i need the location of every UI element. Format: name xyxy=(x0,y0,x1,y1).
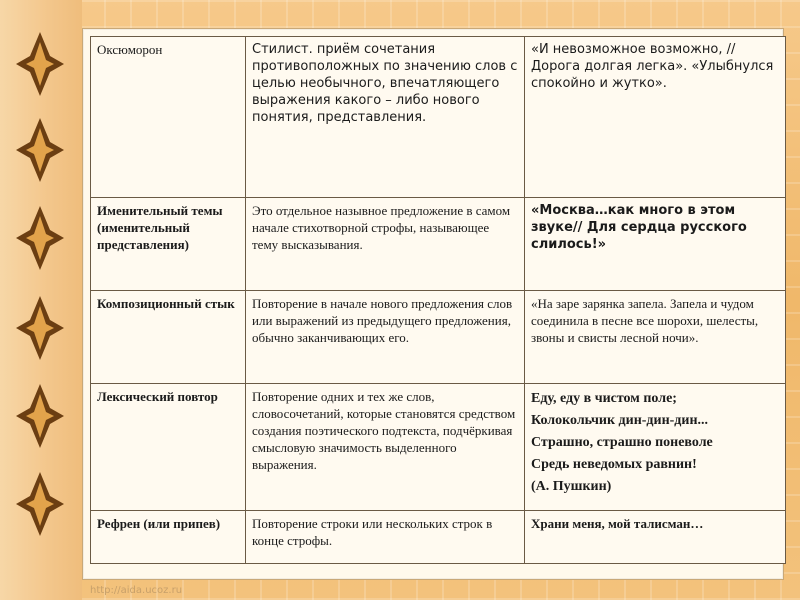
terms-table xyxy=(90,36,786,564)
definition-cell: Это отдельное назывное предложение в самом начале стихотворной строфы, называющее тему высказывания. xyxy=(246,198,525,291)
table-row xyxy=(91,198,786,291)
ornament-icon xyxy=(16,296,64,360)
table-row xyxy=(91,37,786,198)
table-row xyxy=(91,511,786,564)
ornament-icon xyxy=(16,472,64,536)
term-cell: Лексический повтор xyxy=(91,384,246,511)
ornament-icon xyxy=(16,206,64,270)
example-cell: Храни меня, мой талисман… xyxy=(525,511,786,564)
decorative-border xyxy=(0,0,82,600)
example-cell: «Москва…как много в этом звуке// Для сердца русского слилось!» xyxy=(525,198,786,291)
table-row xyxy=(91,291,786,384)
ornament-icon xyxy=(16,32,64,96)
poem-line: Средь неведомых равнин! xyxy=(531,457,697,472)
definition-cell: Повторение строки или нескольких строк в конце строфы. xyxy=(246,511,525,564)
example-cell: «На заре зарянка запела. Запела и чудом соединила в песне все шорохи, шелесты, звоны и свисты лесной ночи». xyxy=(525,291,786,384)
term-cell: Оксюморон xyxy=(91,37,246,198)
poem-author: (А. Пушкин) xyxy=(531,479,612,494)
table-row xyxy=(91,384,786,511)
poem-line: Еду, еду в чистом поле; xyxy=(531,391,677,406)
poem-line: Колокольчик дин-дин-дин... xyxy=(531,413,709,428)
term-cell: Рефрен (или припев) xyxy=(91,511,246,564)
ornament-icon xyxy=(16,118,64,182)
definition-cell: Стилист. приём сочетания противоположных по значению слов с целью необычного, впечатляющего выражения какого – либо нового понятия, представления. xyxy=(246,37,525,198)
term-cell: Композиционный стык xyxy=(91,291,246,384)
watermark: http://aida.ucoz.ru xyxy=(90,585,183,596)
poem-line: Страшно, страшно поневоле xyxy=(531,435,713,450)
example-cell: «И невозможное возможно, // Дорога долгая легка». «Улыбнулся спокойно и жутко». xyxy=(525,37,786,198)
definition-cell: Повторение одних и тех же слов, словосочетаний, которые становятся средством создания поэтического подтекста, подчёркивая смысловую значимость выделенного выражения. xyxy=(246,384,525,511)
definition-cell: Повторение в начале нового предложения слов или выражений из предыдущего предложения, обычно заканчивающих его. xyxy=(246,291,525,384)
ornament-icon xyxy=(16,384,64,448)
example-cell xyxy=(525,384,786,511)
term-cell: Именительный темы (именительный представления) xyxy=(91,198,246,291)
